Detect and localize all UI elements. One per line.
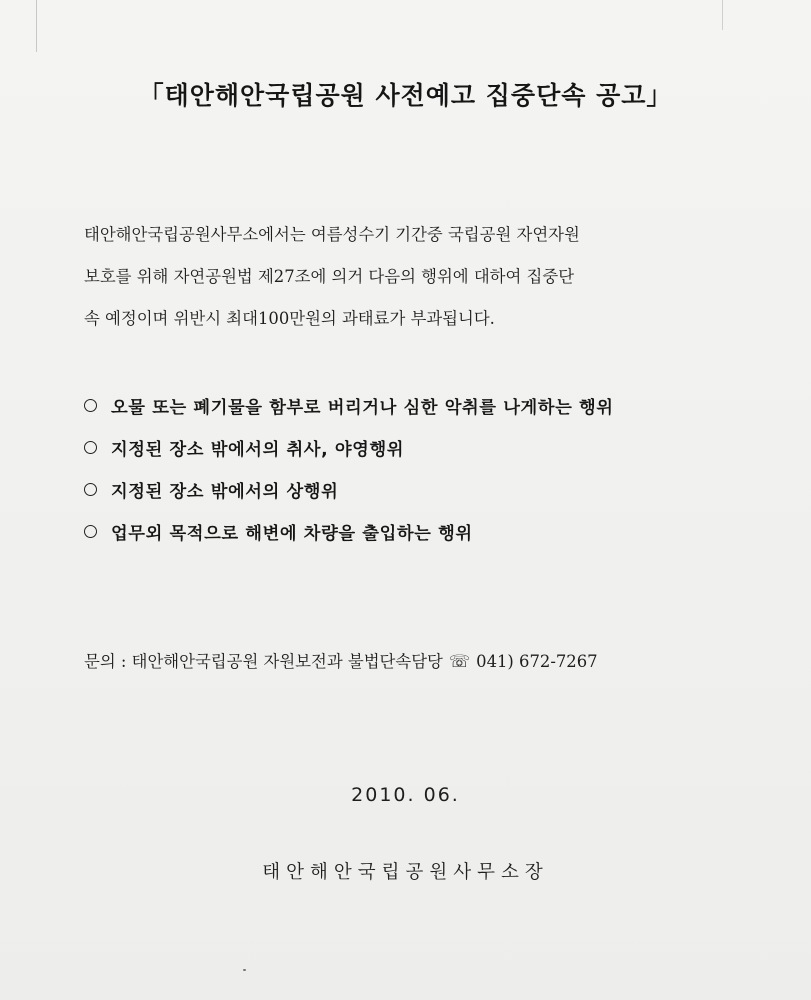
list-item bbox=[84, 426, 774, 468]
paper-fold-mark bbox=[36, 0, 37, 52]
intro-line: 속 예정이며 위반시 최대100만원의 과태료가 부과됩니다. bbox=[84, 309, 495, 328]
rule-text: 지정된 장소 밖에서의 취사, 야영행위 bbox=[111, 439, 405, 460]
contact-info bbox=[84, 648, 784, 672]
circle-bullet-icon bbox=[84, 441, 97, 454]
prohibited-acts-list bbox=[84, 384, 774, 552]
issuer-signature: 태안해안국립공원사무소장 bbox=[262, 862, 549, 883]
circle-bullet-icon bbox=[84, 483, 97, 496]
list-item bbox=[84, 384, 774, 426]
circle-bullet-icon bbox=[84, 399, 97, 412]
contact-label: 문의 : 태안해안국립공원 자원보전과 불법단속담당 bbox=[84, 652, 443, 671]
circle-bullet-icon bbox=[84, 525, 97, 538]
rule-text: 오물 또는 폐기물을 함부로 버리거나 심한 악취를 나게하는 행위 bbox=[111, 397, 614, 418]
contact-phone: 041) 672-7267 bbox=[476, 652, 598, 671]
list-item bbox=[84, 510, 774, 552]
intro-line: 태안해안국립공원사무소에서는 여름성수기 기간중 국립공원 자연자원 bbox=[84, 225, 580, 244]
rule-text: 업무외 목적으로 해변에 차량을 출입하는 행위 bbox=[111, 523, 473, 544]
notice-title: 「태안해안국립공원 사전예고 집중단속 공고」 bbox=[138, 81, 673, 110]
intro-line: 보호를 위해 자연공원법 제27조에 의거 다음의 행위에 대하여 집중단 bbox=[84, 267, 575, 286]
rule-text: 지정된 장소 밖에서의 상행위 bbox=[111, 481, 339, 502]
list-item bbox=[84, 468, 774, 510]
paper-fold-mark bbox=[722, 0, 723, 30]
paper-speck bbox=[243, 969, 246, 971]
notice-intro bbox=[84, 214, 744, 340]
notice-date: 2010. 06. bbox=[351, 784, 460, 806]
telephone-icon: ☏ bbox=[448, 652, 471, 672]
